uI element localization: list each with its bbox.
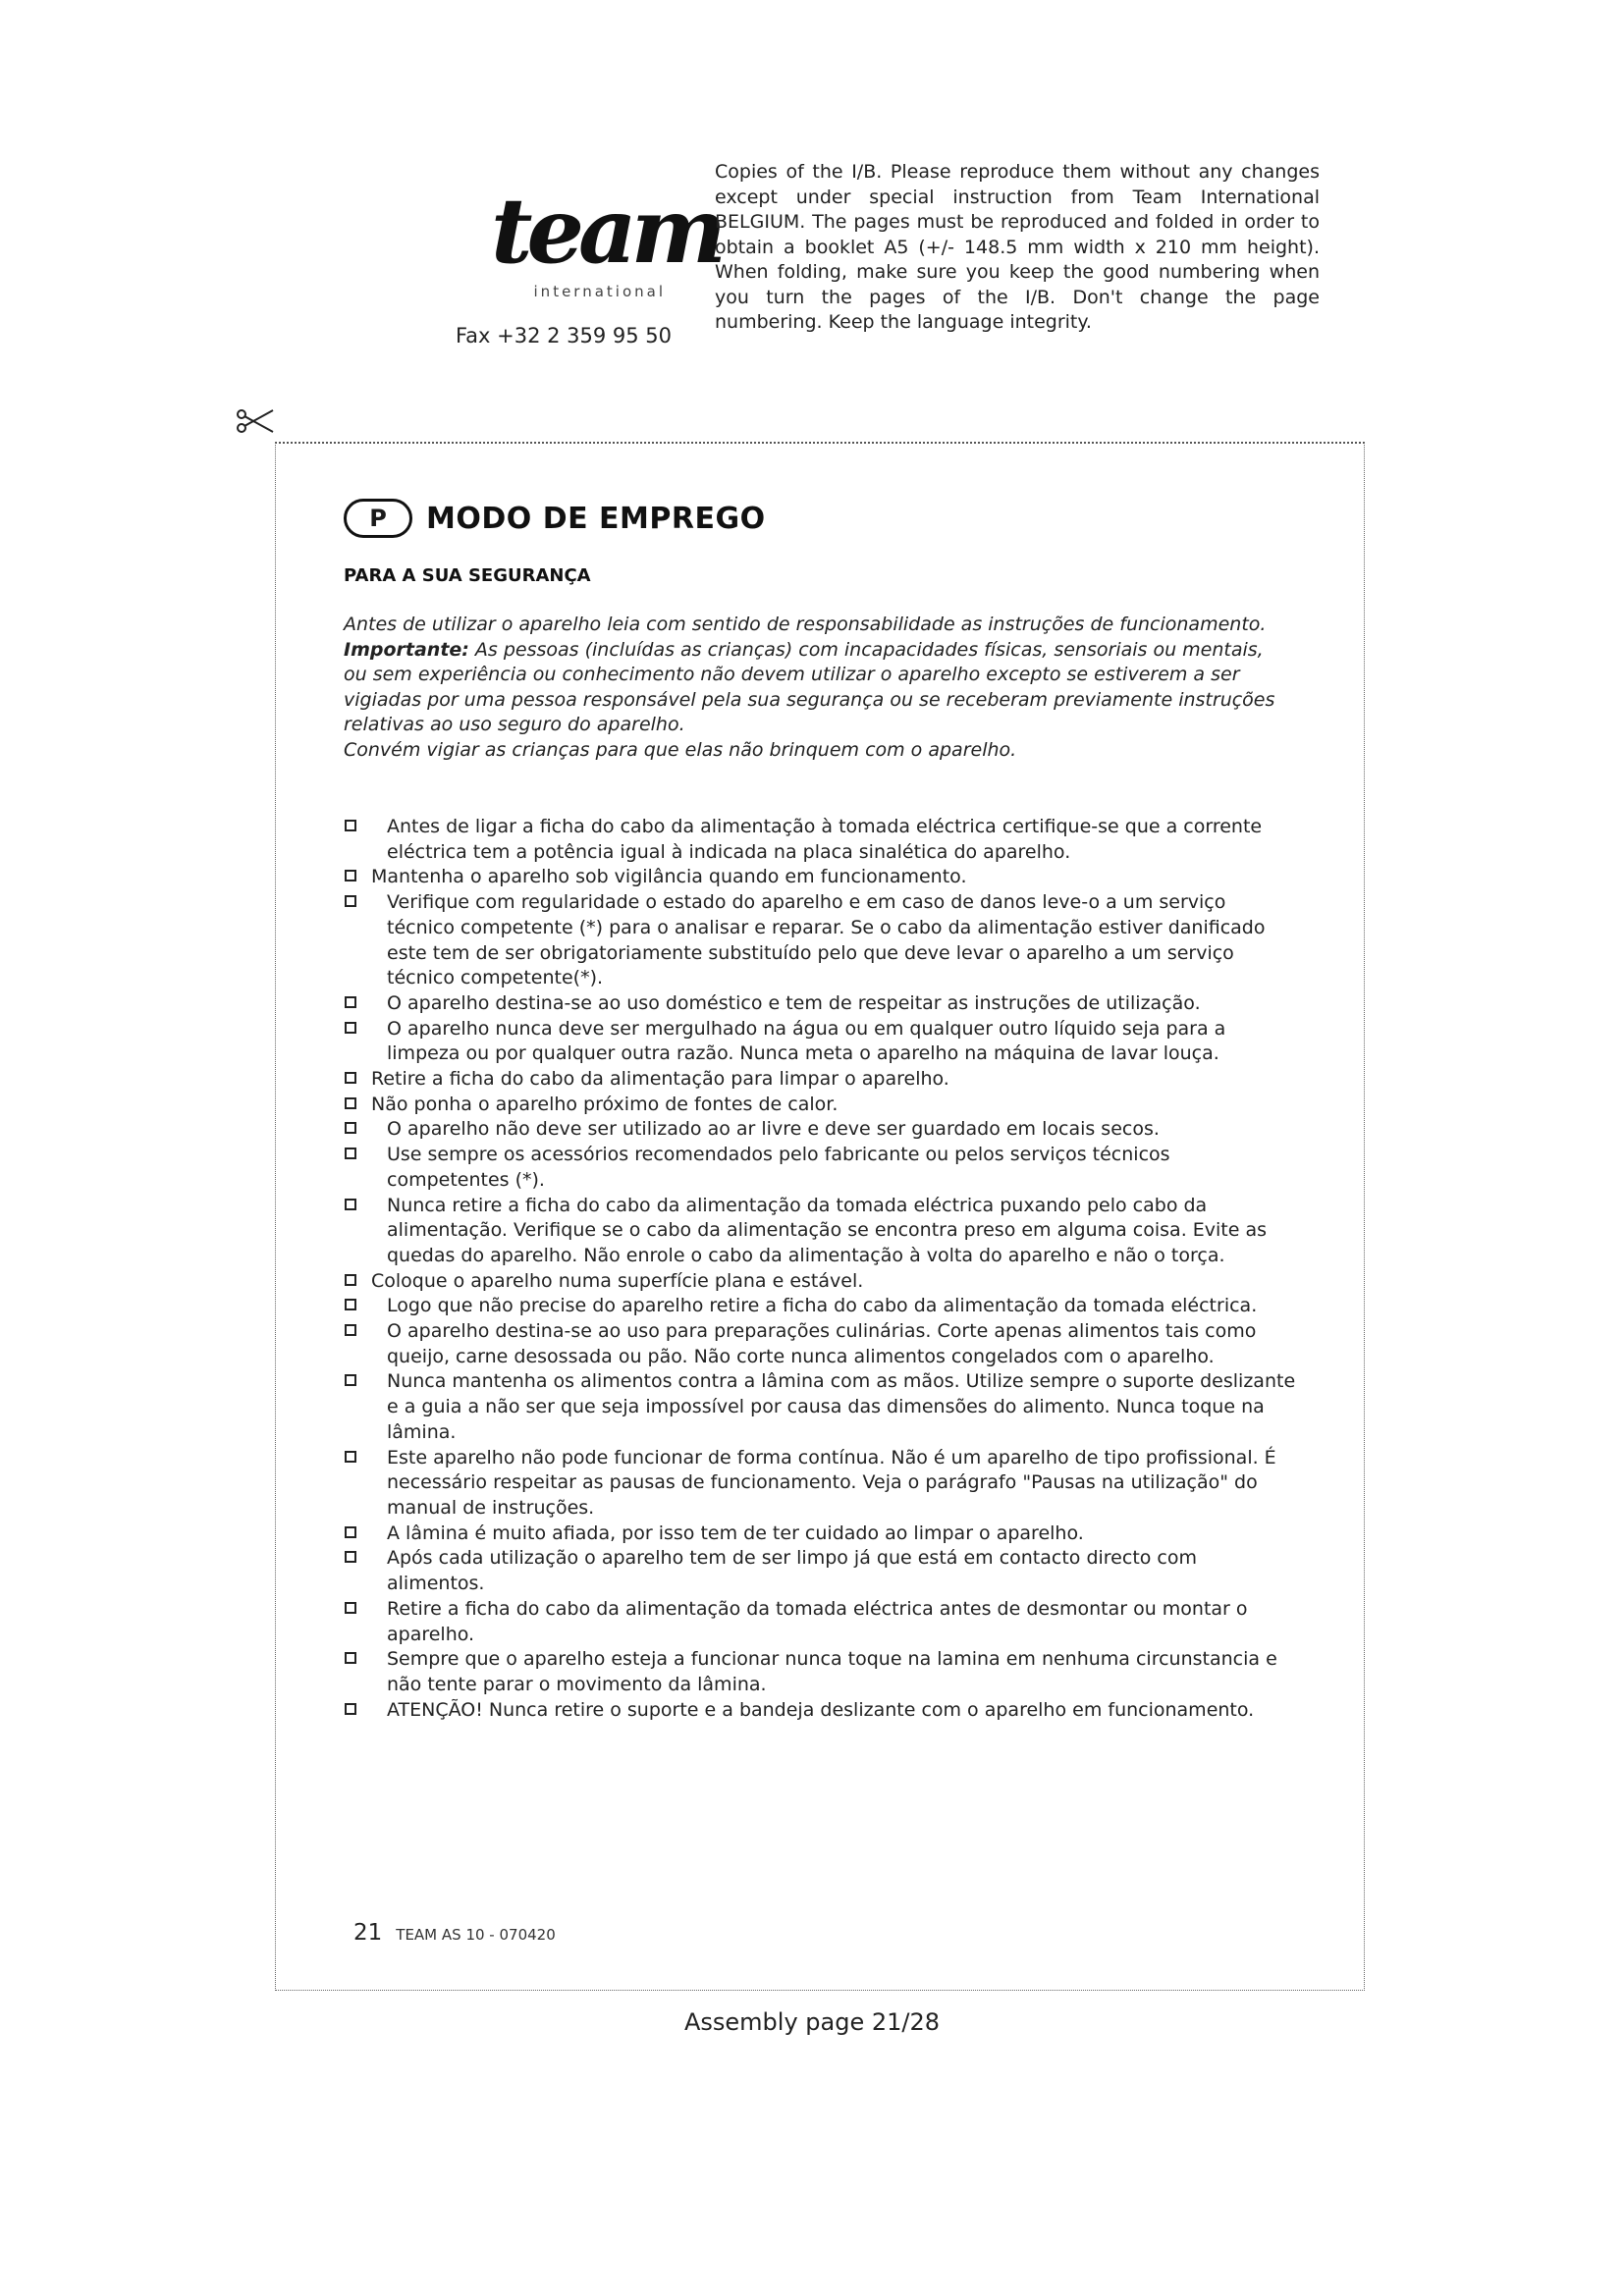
- list-item-text: Antes de ligar a ficha do cabo da alimentação à tomada eléctrica certifique-se que a corrente eléctrica tem a potência igual à indicada na placa sinalética do aparelho.: [387, 816, 1263, 863]
- fax-number: Fax +32 2 359 95 50: [456, 324, 673, 347]
- checkbox-square-icon: [345, 1374, 356, 1386]
- list-item-text: O aparelho nunca deve ser mergulhado na água ou em qualquer outro líquido seja para a limpeza ou por qualquer outra razão. Nunca meta o aparelho na máquina de lavar louça.: [387, 1017, 1226, 1065]
- reproduction-note: Copies of the I/B. Please reproduce them without any changes except under special instruction from Team International BELGIUM. The pages must be reproduced and folded in order to obtain a booklet A5 (+/- 148.5 mm width x 210 mm height). When folding, make sure you keep the good numbering when you turn the pages of the I/B. Don't change the page numbering. Keep the language integrity.: [715, 161, 1320, 333]
- checkbox-square-icon: [345, 1703, 356, 1715]
- checkbox-square-icon: [345, 1551, 356, 1563]
- list-item-text: Nunca retire a ficha do cabo da alimentação da tomada eléctrica puxando pelo cabo da alimentação. Verifique se o cabo da alimentação se encontra preso em alguma coisa. Evite as quedas do aparelho. Não enrole o cabo da alimentação à volta do aparelho e não o torça.: [387, 1194, 1268, 1266]
- important-label: Importante:: [344, 638, 469, 661]
- list-item-text: Mantenha o aparelho sob vigilância quando em funcionamento.: [371, 866, 967, 888]
- safety-list: [344, 815, 1296, 1723]
- intro-text: [344, 613, 1276, 764]
- list-item-text: Coloque o aparelho numa superfície plana e estável.: [371, 1269, 864, 1292]
- checkbox-square-icon: [345, 1526, 356, 1538]
- language-badge: P: [344, 499, 412, 538]
- list-item-text: Verifique com regularidade o estado do aparelho e em caso de danos leve-o a um serviço técnico competente (*) para o analisar e reparar. Se o cabo da alimentação estiver danificado este tem de ser obrigatoriamente substituído pelo que deve levar o aparelho a um serviço técnico competente(*).: [387, 891, 1266, 989]
- list-item: [344, 1194, 1296, 1269]
- list-item: [344, 1319, 1296, 1369]
- list-item: [344, 815, 1296, 865]
- checkbox-square-icon: [345, 1148, 356, 1159]
- checkbox-square-icon: [345, 820, 356, 831]
- page-footer: [353, 1920, 556, 1946]
- list-item: [344, 1647, 1296, 1697]
- list-item-text: O aparelho não deve ser utilizado ao ar livre e deve ser guardado em locais secos.: [387, 1118, 1160, 1141]
- team-logo: [491, 177, 721, 314]
- checkbox-square-icon: [345, 1022, 356, 1034]
- list-item-text: Após cada utilização o aparelho tem de ser limpo já que está em contacto directo com alimentos.: [387, 1547, 1198, 1595]
- list-item: [344, 1369, 1296, 1445]
- list-item-text: Não ponha o aparelho próximo de fontes de calor.: [371, 1093, 839, 1115]
- list-item-text: Sempre que o aparelho esteja a funcionar nunca toque na lamina em nenhuma circunstancia e não tente parar o movimento da lâmina.: [387, 1648, 1277, 1695]
- intro-paragraph-important: [344, 638, 1276, 738]
- list-item: [344, 890, 1296, 991]
- list-item-text: O aparelho destina-se ao uso doméstico e tem de respeitar as instruções de utilização.: [387, 991, 1201, 1014]
- checkbox-square-icon: [345, 1602, 356, 1614]
- section-title: PARA A SUA SEGURANÇA: [344, 565, 591, 586]
- checkbox-square-icon: [345, 1274, 356, 1286]
- list-item-text: Logo que não precise do aparelho retire a ficha do cabo da alimentação da tomada eléctrica.: [387, 1295, 1258, 1317]
- list-item: [344, 865, 1296, 890]
- page-number: 21: [353, 1920, 383, 1946]
- list-item: [344, 1546, 1296, 1596]
- list-item: [344, 1294, 1296, 1319]
- list-item-text: ATENÇÃO! Nunca retire o suporte e a bandeja deslizante com o aparelho em funcionamento.: [387, 1698, 1255, 1721]
- checkbox-square-icon: [345, 1199, 356, 1210]
- list-item: [344, 1698, 1296, 1724]
- checkbox-square-icon: [345, 996, 356, 1008]
- list-item: [344, 1597, 1296, 1647]
- list-item: [344, 1143, 1296, 1193]
- checkbox-square-icon: [345, 1324, 356, 1336]
- list-item: [344, 1446, 1296, 1522]
- list-item: [344, 1017, 1296, 1067]
- checkbox-square-icon: [345, 1097, 356, 1109]
- scissors-icon: [236, 406, 275, 436]
- checkbox-square-icon: [345, 1072, 356, 1084]
- checkbox-square-icon: [345, 895, 356, 907]
- logo-word: team: [491, 178, 721, 284]
- checkbox-square-icon: [345, 1122, 356, 1134]
- model-code: TEAM AS 10 - 070420: [396, 1926, 556, 1944]
- list-item-text: Este aparelho não pode funcionar de forma contínua. Não é um aparelho de tipo profissional. É necessário respeitar as pausas de funcionamento. Veja o parágrafo "Pausas na utilização" do manual de instruções.: [387, 1446, 1276, 1519]
- checkbox-square-icon: [345, 1451, 356, 1463]
- logo-subtitle: international: [533, 283, 666, 300]
- checkbox-square-icon: [345, 870, 356, 881]
- list-item: [344, 991, 1296, 1017]
- list-item: [344, 1067, 1296, 1093]
- intro-paragraph-1: Antes de utilizar o aparelho leia com sentido de responsabilidade as instruções de funcionamento.: [344, 614, 1267, 635]
- list-item-text: A lâmina é muito afiada, por isso tem de ter cuidado ao limpar o aparelho.: [387, 1522, 1084, 1544]
- list-item-text: Retire a ficha do cabo da alimentação para limpar o aparelho.: [371, 1068, 949, 1091]
- checkbox-square-icon: [345, 1299, 356, 1310]
- list-item: [344, 1093, 1296, 1118]
- important-text: As pessoas (incluídas as crianças) com incapacidades físicas, sensoriais ou mentais, ou sem experiência ou conhecimento não devem utilizar o aparelho excepto se estiverem a ser vigiadas por uma pessoa responsável pela sua segurança ou se receberam previamente instruções relativas ao uso seguro do aparelho.: [344, 638, 1275, 736]
- manual-heading: [344, 497, 766, 540]
- list-item-text: O aparelho destina-se ao uso para preparações culinárias. Corte apenas alimentos tais como queijo, carne desossada ou pão. Não corte nunca alimentos congelados com o aparelho.: [387, 1320, 1257, 1367]
- assembly-page-label: Assembly page 21/28: [683, 2008, 941, 2036]
- list-item-text: Use sempre os acessórios recomendados pelo fabricante ou pelos serviços técnicos competentes (*).: [387, 1144, 1170, 1191]
- page-title: MODO DE EMPREGO: [426, 501, 766, 536]
- list-item: [344, 1117, 1296, 1143]
- list-item: [344, 1269, 1296, 1295]
- intro-paragraph-3: Convém vigiar as crianças para que elas não brinquem com o aparelho.: [344, 738, 1017, 761]
- list-item-text: Retire a ficha do cabo da alimentação da tomada eléctrica antes de desmontar ou montar o aparelho.: [387, 1597, 1248, 1645]
- checkbox-square-icon: [345, 1652, 356, 1664]
- list-item: [344, 1522, 1296, 1547]
- list-item-text: Nunca mantenha os alimentos contra a lâmina com as mãos. Utilize sempre o suporte deslizante e a guia a não ser que seja impossível por causa das dimensões do alimento. Nunca toque na lâmina.: [387, 1370, 1296, 1443]
